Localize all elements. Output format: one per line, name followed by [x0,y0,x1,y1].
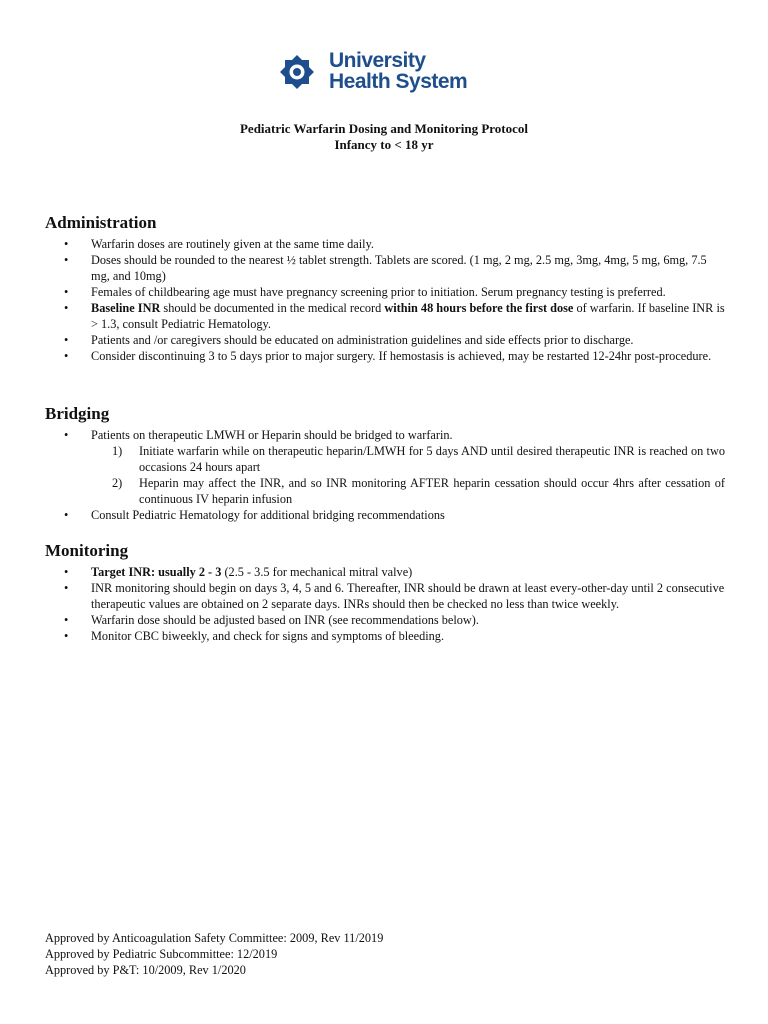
logo-text-university: University [329,49,426,72]
bridging-sublist [91,443,725,507]
sublist-text: Heparin may affect the INR, and so INR monitoring AFTER heparin cessation should occur 4hrs after cessation of continuous IV heparin infusion [139,476,725,506]
list-item: • Patients and /or caregivers should be educated on administration guidelines and side effects prior to discharge. [45,332,725,348]
baseline-inr-text: should be documented in the medical record [160,301,385,315]
list-item: • Monitor CBC biweekly, and check for signs and symptoms of bleeding. [45,628,725,644]
list-item: • Consult Pediatric Hematology for additional bridging recommendations [45,507,725,523]
bridging-heading: Bridging [45,404,110,423]
bridging-item-text: Patients on therapeutic LMWH or Heparin should be bridged to warfarin. [91,428,453,442]
document-subtitle: Infancy to < 18 yr [334,137,434,152]
target-inr-text: (2.5 - 3.5 for mechanical mitral valve) [221,565,413,579]
approval-line: Approved by P&T: 10/2009, Rev 1/2020 [45,963,246,977]
list-item [45,300,725,332]
monitoring-heading: Monitoring [45,541,129,560]
sublist-number: 2) [112,476,123,490]
list-item: • Doses should be rounded to the nearest ½ tablet strength. Tablets are scored. (1 mg, 2 mg, 2.5 mg, 3mg, 4mg, 5 mg, 6mg, 7.5 mg, and 10mg) [45,252,725,284]
monitoring-list [45,564,725,644]
sublist-number: 1) [112,444,123,458]
approval-footer [45,930,383,978]
timing-emphasis: within 48 hours before the first dose [384,301,574,315]
baseline-inr-text-end: of warfarin. If baseline INR is > 1.3, consult Pediatric Hematology. [91,301,725,331]
document-title: Pediatric Warfarin Dosing and Monitoring Protocol [239,121,529,136]
star-logo-icon [276,51,318,93]
target-inr-label: Target INR: usually 2 - 3 [91,565,222,579]
administration-heading: Administration [45,213,157,232]
list-item: • Warfarin doses are routinely given at the same time daily. [45,236,725,252]
list-item [45,427,725,507]
sublist-item [91,475,725,507]
sublist-text: Initiate warfarin while on therapeutic heparin/LMWH for 5 days AND until desired therapeutic INR is reached on two occasions 24 hours apart [139,444,725,474]
baseline-inr-label: Baseline INR [91,301,161,315]
list-item [45,564,725,580]
approval-line: Approved by Anticoagulation Safety Committee: 2009, Rev 11/2019 [45,931,384,945]
administration-list [45,236,725,364]
list-item: • Consider discontinuing 3 to 5 days prior to major surgery. If hemostasis is achieved, may be restarted 12-24hr post-procedure. [45,348,725,364]
bridging-list [45,427,725,523]
logo-text-health-system: Health System [329,70,468,93]
list-item: • Females of childbearing age must have pregnancy screening prior to initiation. Serum pregnancy testing is preferred. [45,284,725,300]
approval-line: Approved by Pediatric Subcommittee: 12/2019 [45,947,278,961]
sublist-item [91,443,725,475]
university-health-system-logo [276,47,496,99]
list-item: • Warfarin dose should be adjusted based on INR (see recommendations below). [45,612,725,628]
list-item: • INR monitoring should begin on days 3, 4, 5 and 6. Thereafter, INR should be drawn at least every-other-day until 2 consecutive therapeutic values are obtained on 2 separate days. INRs should then be checked no less than twice weekly. [45,580,725,612]
